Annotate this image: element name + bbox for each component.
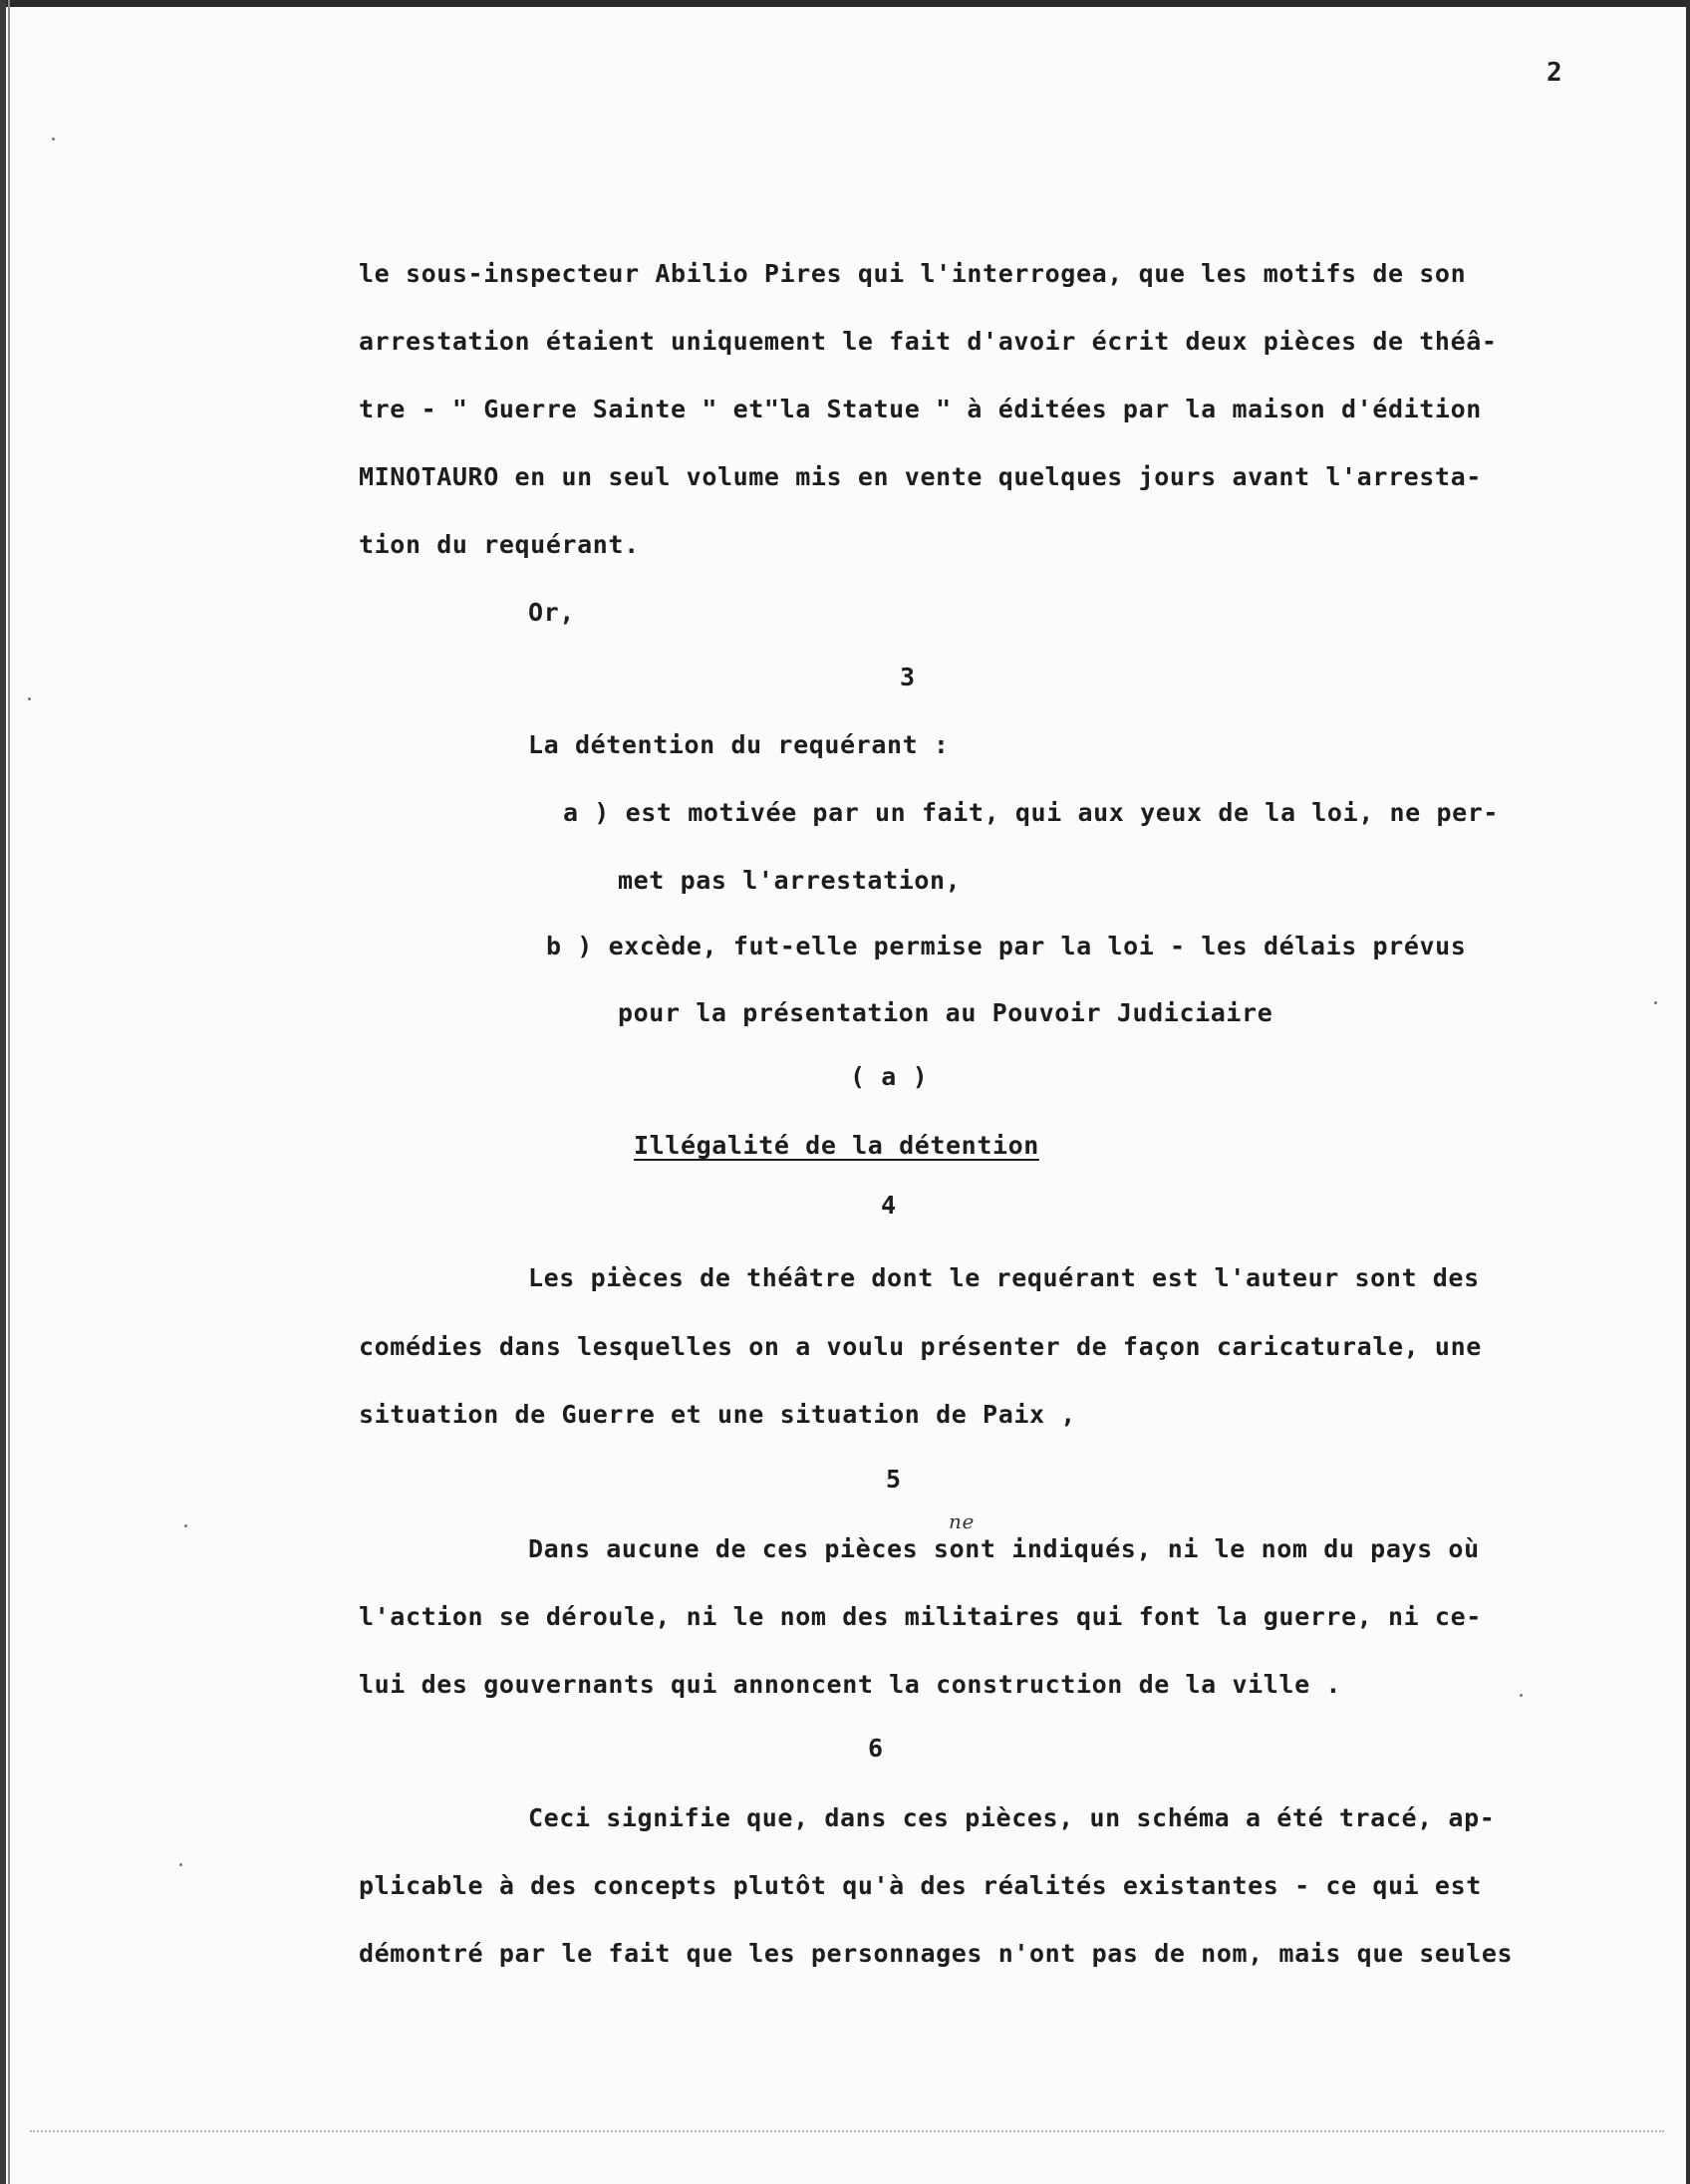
paragraph-line: l'action se déroule, ni le nom des militaires qui font la guerre, ni ce- [359,1602,1482,1631]
subsection-label: ( a ) [850,1062,929,1091]
scan-border-right [1686,0,1690,2184]
scan-speck [1654,1001,1657,1004]
scan-border-left-inner [8,0,10,2184]
section-3-intro: La détention du requérant : [528,730,950,759]
subsection-title: Illégalité de la détention [634,1131,1039,1160]
list-item-a-continued: met pas l'arrestation, [618,866,962,895]
paragraph-line: lui des gouvernants qui annoncent la construction de la ville . [359,1670,1342,1699]
scan-bottom-edge [30,2130,1664,2132]
paragraph-line: arrestation étaient uniquement le fait d'avoir écrit deux pièces de théâ- [359,327,1498,356]
scan-speck [179,1863,182,1866]
paragraph-line: MINOTAURO en un seul volume mis en vente quelques jours avant l'arresta- [359,462,1482,491]
section-number-4: 4 [881,1191,897,1220]
paragraph-line: situation de Guerre et une situation de Paix , [359,1400,1076,1429]
paragraph-line: comédies dans lesquelles on a voulu présenter de façon caricaturale, une [359,1332,1482,1361]
section-number-3: 3 [900,663,916,691]
scan-speck [184,1524,187,1527]
paragraph-line: tre - " Guerre Sainte " et"la Statue " à éditées par la maison d'édition [359,395,1482,423]
paragraph-line: tion du requérant. [359,530,640,559]
scan-speck [1520,1694,1523,1697]
scan-border-top [0,0,1690,7]
paragraph-line: démontré par le fait que les personnages n'ont pas de nom, mais que seules [359,1939,1514,1968]
section-number-6: 6 [868,1734,884,1763]
page-number: 2 [1547,58,1563,88]
paragraph-line: Ceci signifie que, dans ces pièces, un schéma a été tracé, ap- [528,1803,1496,1832]
section-number-5: 5 [886,1465,902,1494]
or-line: Or, [528,598,575,627]
paragraph-line: Dans aucune de ces pièces sont indiqués, ni le nom du pays où [528,1534,1480,1563]
paragraph-line: plicable à des concepts plutôt qu'à des réalités existantes - ce qui est [359,1871,1482,1900]
scan-speck [52,137,55,140]
paragraph-line: Les pièces de théâtre dont le requérant est l'auteur sont des [528,1263,1480,1292]
list-item-b-continued: pour la présentation au Pouvoir Judiciaire [618,998,1273,1027]
paragraph-line: le sous-inspecteur Abilio Pires qui l'interrogea, que les motifs de son [359,259,1467,288]
list-item-b: b ) excède, fut-elle permise par la loi - les délais prévus [546,932,1467,960]
handwritten-correction: ne [949,1509,975,1533]
scan-speck [28,697,31,700]
scan-border-left [0,0,6,2184]
list-item-a: a ) est motivée par un fait, qui aux yeux de la loi, ne per- [563,798,1500,827]
